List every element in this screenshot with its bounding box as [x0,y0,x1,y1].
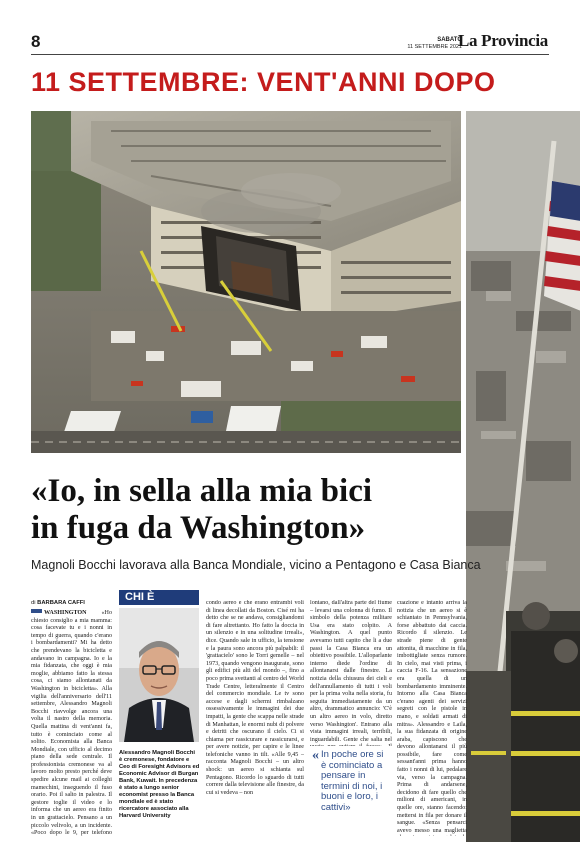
caption-text: è cremonese, fondatore e Ceo di Foresight Advisors ed Economic Advisor di Burgan Bank, Kuwait. In precedenza è stato a lungo senior economist presso la Banca mondiale ed è stato ricercatore associato alla Harvard University [119,757,200,819]
dateline: WASHINGTON [44,610,87,616]
headline [31,473,372,547]
headline-line-2: in fuga da Washington» [31,510,366,546]
dateline-marker [31,609,42,613]
header-rule [31,54,549,55]
article-column-4 [310,600,392,746]
article-text-col-3: condo aereo e che erano entrambi voli di linea decollati da Boston. Cisé mi ha detto che se ne andava, consigliandomi di fare altrettanto. Ho fatto la doccia in un silenzio e in una solitudine irreali», dice. Quando sale in ufficio, la tensione e la paura sono ancora più palpabili: il 'grattacielo' sono le Torri gemelle – nel 1973, quando vengono inaugurate, sono gli edifici più alti del mondo –, fino a poco prima svettanti al centro del World Trade Centre, letteralmente il Centro del commercio mondiale. Le tv sono accese e dagli schermi rimbalzano ossessivamente le immagini dei due impatti, la gente che scappa nelle strade di Manhattan, le enormi nubi di polvere e detriti che oscurano il cielo. Ci si chiama per rassicurare e rassicurarsi, e per avere notizie, per capire e le linee telefoniche vanno in tilt. «Alle 9,45 – racconta Magnoli Bocchi – un altro shock: un aereo si schianta sul Pentagono. Ricordo lo sguardo di tutti correre dalla televisione alle finestre, da cui si vedeva – non [206,600,304,796]
byline-author: BARBARA CAFFI [37,600,85,606]
article-column-1 [31,600,112,836]
article-text-col-4: lontano, dall'altra parte del fiume – levarsi una colonna di fumo. Il simbolo della potenza militare Usa era stato colpito. A Washington. A quel punto avevamo tutti capito che li a due passi la Casa Bianca era un obiettivo possibile. L'alloparlante interno diede l'ordine di allontanarsi dalle finestre. La notizia della chiusura dei cieli e dell'annullamento di tutti i voli per la prima volta nella storia, fu seguita immediatamente da un altro, drammatico annuncio: 'C'è un altro aereo in volo, diretto verso Washington'. Entrano alla vista immagini irreali, terribili, inguardabili. Gente che salta nel [310,600,392,743]
pull-quote-mark: « [312,748,319,763]
caption-name: Alessandro Magnoli Bocchi [119,750,196,756]
portrait-photo [119,608,199,742]
page-number: 8 [31,32,41,51]
byline-prefix: di [31,600,36,606]
portrait-caption [119,750,201,820]
pentagon-aerial-photo [31,111,461,453]
section-title: 11 SETTEMBRE: VENT'ANNI DOPO [31,67,496,97]
article-column-5 [397,600,467,836]
header-day: SABATO [437,37,462,43]
headline-line-1: «Io, in sella alla mia bici [31,473,373,509]
sidebar-label: CHI È [119,590,199,605]
pull-quote: In poche ore si è cominciato a pensare in termini di noi, i buoni e loro, i cattivi» [321,749,384,813]
byline [31,600,112,606]
article-text-col-5: cuazione e intanto arriva la notizia che un aereo si è schiantato in Pennsylvania, forse abbattuto dai caccia. Ricordo il silenzio. Le strade piene di gente attonita, di macchine in fila, imbottigliate senza rumore. In cielo, mai visti prima, i caccia F-16. La sensazione era quella di un bombardamento imminente. Intorno alla Casa Bianca c'erano agenti dei servizi segreti con le pistole in mano, e soldati armati di mitra». Alessandro e Laila, la sua fidanzata di origine araba, capiscono che devono allontanarsi il più possibile, fare come sessant'anni prima hanno fatto i nonni di lui, pedalare via, verso la campagna. Prima di andarsene, decidono di fare quello che milioni di americani, in quelle ore, stanno facendo: mettersi in fila per donare il sangue. «Senza pensarci avevo messo una maglietta [397,600,467,834]
flag-raising-photo [466,111,580,842]
header-date: 11 SETTEMBRE 2021 [407,44,462,50]
subheadline: Magnoli Bocchi lavorava alla Banca Mondiale, vicino a Pentagono e Casa Bianca [31,558,481,572]
article-column-3 [206,600,304,836]
masthead-logo: La Provincia [457,31,548,50]
article-text-col-1: «Ho chiesto consiglio a mia mamma: cosa facevate tu e i nonni in tempo di guerra, quando c'erano i bombardamenti? Mi ha detto che prendevano la bicicletta e andavano in campagna. Io e la mia fidanzata, che oggi è mia moglie, abbiamo fatto la stessa cosa, ci siamo allontanati da Washington in bicicletta». Alla vigilia dell'anniversario dell'11 settembre, Alessandro Magnoli Bocchi riavvolge ancora una volta il nastro della memoria. Quella mattina di vent'anni fa, tutto è cominciato come al solito. Economista alla Banca Mondiale, con ufficio al decimo piano della sede centrale. Il professionista cremonese va al lavoro molto presto perché deve spedire alcune mail ai colleghi mamechini, inseguendo il fuso orario. Poi il salto in palestra. Il gestore toglie il video e lo informa che un aereo era finito in un grattacielo. Pensano a un piccolo velivolo, a un incidente. «Poco dopo le 9, per telefono [31,610,112,836]
